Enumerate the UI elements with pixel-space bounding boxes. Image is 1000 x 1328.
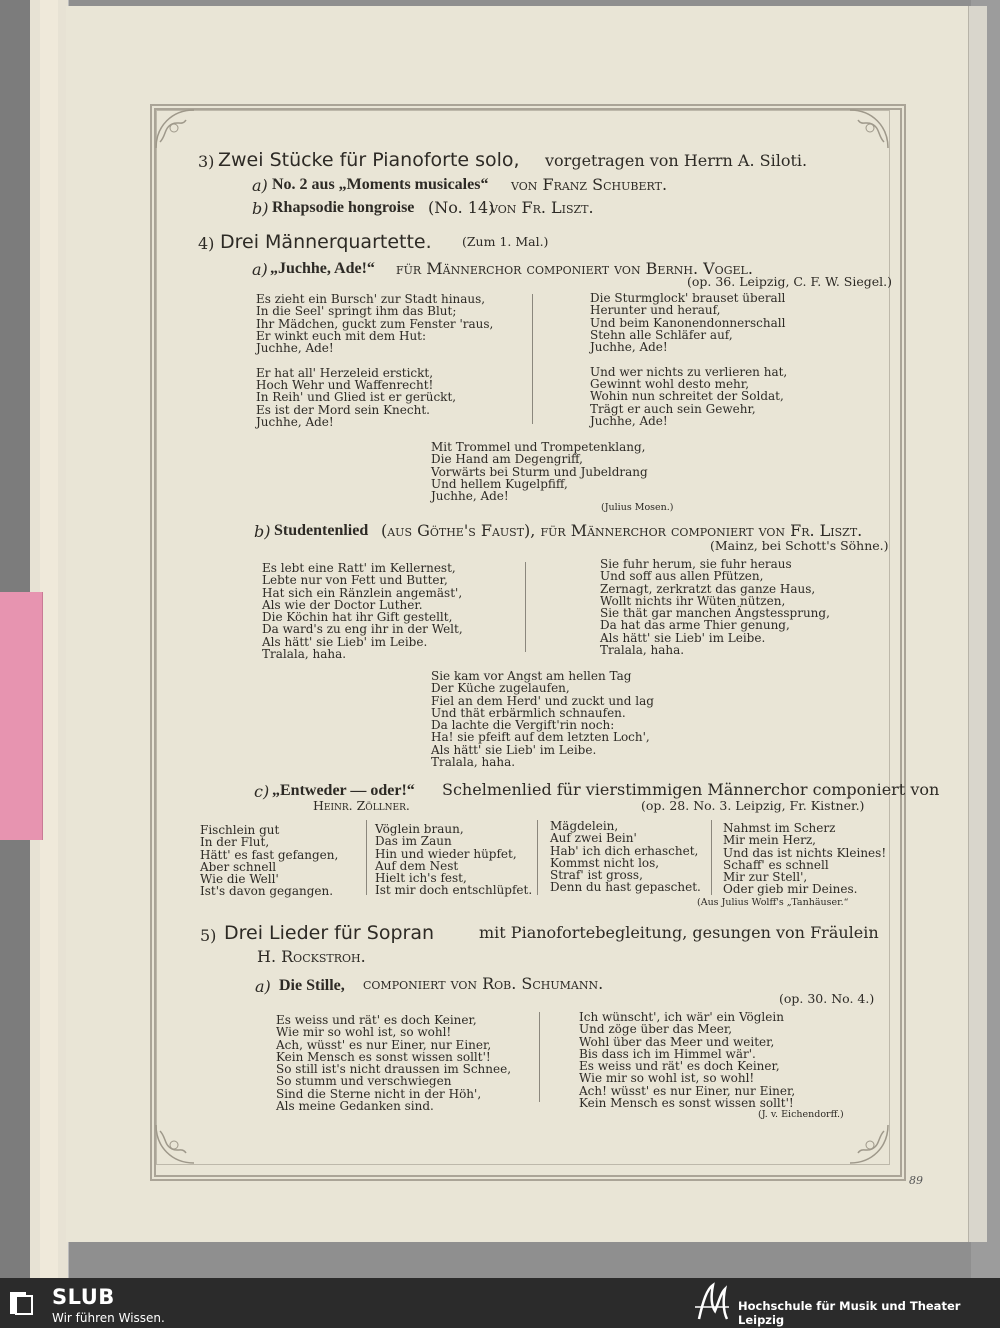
- item-4c-label: c): [254, 782, 270, 801]
- item-4b-work: Studentenlied: [274, 522, 369, 539]
- item-4a-work: „Juchhe, Ade!“: [270, 260, 375, 277]
- item-4c-verses-col2: Vöglein braun, Das im Zaun Hin und wieder hüpfet, Auf dem Nest Hielt ich's fest, Ist mir doch entschlüpfet.: [375, 822, 533, 898]
- item-4-title: Drei Männerquartette.: [220, 231, 432, 253]
- item-4-note: (Zum 1. Mal.): [462, 234, 549, 249]
- item-5a-verses-right: Ich wünscht', ich wär' ein Vöglein Und zöge über das Meer, Wohl über das Meer und weiter, Bis dass ich im Himmel wär'. Es weiss und rät' es doch Keiner, Wie mir so wohl ist, so wohl! Ach! wüsst' es nur Einer, nur Einer, Kein Mensch es sonst wissen sollt'!: [579, 1010, 796, 1111]
- corner-ornament-top-left-icon: [152, 106, 198, 152]
- column-divider: [366, 820, 367, 895]
- slub-logo-icon: [8, 1288, 42, 1318]
- item-5-title: Drei Lieder für Sopran: [224, 922, 435, 944]
- item-4a-author: (Julius Mosen.): [601, 502, 674, 513]
- item-3b-label: b): [252, 199, 269, 218]
- item-3-performer: vorgetragen von Herrn A. Siloti.: [545, 151, 808, 170]
- item-4c-author: (Aus Julius Wolff's „Tanhäuser.“: [697, 897, 849, 908]
- item-4b-verses-final: Sie kam vor Angst am hellen Tag Der Küche zugelaufen, Fiel an dem Herd' und zuckt und lag Und thät erbärmlich schnaufen. Da lachte die Vergift'rin noch: Ha! sie pfeift auf dem letzten Loch', Als hätt' sie Lieb' im Leibe. Tralala, haha.: [431, 669, 654, 770]
- item-4b-label: b): [254, 522, 271, 541]
- slub-logo-text: SLUB: [52, 1285, 115, 1309]
- item-5-description: mit Pianofortebegleitung, gesungen von Fräulein: [479, 923, 879, 942]
- corner-ornament-top-right-icon: [846, 106, 892, 152]
- item-3a-label: a): [252, 176, 268, 195]
- item-3-number: 3): [198, 152, 215, 171]
- hmt-logo-icon: [693, 1281, 731, 1323]
- item-3a-composer: von Franz Schubert.: [511, 175, 668, 194]
- item-4a-label: a): [252, 260, 268, 279]
- item-5a-publisher: (op. 30. No. 4.): [779, 991, 875, 1006]
- right-page-edge: [968, 6, 987, 1242]
- item-4a-description: für Männerchor componiert von Bernh. Vogel.: [396, 259, 753, 278]
- item-4c-publisher: (op. 28. No. 3. Leipzig, Fr. Kistner.): [641, 798, 865, 813]
- item-4b-description: (aus Göthe's Faust), für Männerchor componiert von Fr. Liszt.: [381, 521, 863, 540]
- item-5a-verses-left: Es weiss und rät' es doch Keiner, Wie mir so wohl ist, so wohl! Ach, wüsst' es nur Einer, nur Einer, Kein Mensch es sonst wissen sollt'! So still ist's nicht draussen im Schnee, So stumm und verschwiegen Sind die Sterne nicht in der Höh', Als meine Gedanken sind.: [276, 1013, 512, 1114]
- column-divider: [537, 820, 538, 895]
- item-4b-verses-left: Es lebt eine Ratt' im Kellernest, Lebte nur von Fett und Butter, Hat sich ein Ränzlein angemäst', Als wie der Doctor Luther. Die Köchin hat ihr Gift gestellt, Da ward's zu eng ihr in der Welt, Als hätt' sie Lieb' im Leibe. Tralala, haha.: [262, 561, 463, 662]
- corner-ornament-bottom-left-icon: [152, 1121, 198, 1167]
- item-4c-composer: Heinr. Zöllner.: [313, 798, 410, 813]
- item-4c-verses-col3: Mägdelein, Auf zwei Bein' Hab' ich dich erhaschet, Kommst nicht los, Straf' ist gross, Denn du hast gepaschet.: [550, 819, 701, 895]
- item-4a-verses-final: Mit Trommel und Trompetenklang, Die Hand am Degengriff, Vorwärts bei Sturm und Jubeldrang Und hellem Kugelpfiff, Juchhe, Ade!: [431, 440, 648, 504]
- item-4b-publisher: (Mainz, bei Schott's Söhne.): [710, 538, 889, 553]
- item-4b-verses-right: Sie fuhr herum, sie fuhr heraus Und soff aus allen Pfützen, Zernagt, zerkratzt das ganze Haus, Wollt nichts ihr Wüten nützen, Sie thät gar manchen Ängstessprung, Da hat das arme Thier genung, Als hätt' sie Lieb' im Leibe. Tralala, haha.: [600, 557, 830, 658]
- institution-name: Hochschule für Musik und Theater Leipzig: [738, 1299, 961, 1327]
- item-4-number: 4): [198, 234, 215, 253]
- column-divider: [532, 294, 533, 424]
- item-3a-work: No. 2 aus „Moments musicales“: [272, 176, 489, 193]
- corner-ornament-bottom-right-icon: [846, 1121, 892, 1167]
- item-4c-verses-col1: Fischlein gut In der Flut, Hätt' es fast gefangen, Aber schnell Wie die Well' Ist's davon gegangen.: [200, 823, 339, 899]
- item-4a-verses-right: Die Sturmglock' brauset überall Herunter und herauf, Und beim Kanonendonnerschall Stehn alle Schläfer auf, Juchhe, Ade! Und wer nichts zu verlieren hat, Gewinnt wohl desto mehr, Wohin nun schreitet der Soldat, Trägt er auch sein Gewehr, Juchhe, Ade!: [590, 291, 788, 428]
- item-4c-description: Schelmenlied für vierstimmigen Männerchor componiert von: [442, 780, 940, 799]
- item-5-singer: H. Rockstroh.: [257, 947, 366, 966]
- slub-tagline: Wir führen Wissen.: [52, 1311, 165, 1325]
- item-3b-composer: von Fr. Liszt.: [490, 198, 594, 217]
- item-5-number: 5): [200, 926, 217, 945]
- item-5a-author: (J. v. Eichendorff.): [758, 1109, 844, 1120]
- column-divider: [711, 820, 712, 895]
- pink-bookmark: [0, 592, 43, 840]
- item-4a-publisher: (op. 36. Leipzig, C. F. W. Siegel.): [687, 274, 892, 289]
- item-3b-work: Rhapsodie hongroise: [272, 199, 415, 216]
- item-3b-number: (No. 14): [428, 198, 495, 217]
- item-5a-composer: componiert von Rob. Schumann.: [363, 974, 604, 993]
- item-4a-verses-left: Es zieht ein Bursch' zur Stadt hinaus, In die Seel' springt ihm das Blut; Ihr Mädchen, guckt zum Fenster 'raus, Er winkt euch mit dem Hut: Juchhe, Ade! Er hat all' Herzeleid erstickt, Hoch Wehr und Waffenrecht! In Reih' und Glied ist er gerückt, Es ist der Mord sein Knecht. Juchhe, Ade!: [256, 292, 494, 429]
- page-number: 89: [909, 1174, 923, 1187]
- item-5a-label: a): [255, 977, 271, 996]
- column-divider: [539, 1012, 540, 1102]
- column-divider: [525, 562, 526, 652]
- item-3-title: Zwei Stücke für Pianoforte solo,: [218, 149, 520, 171]
- item-4c-verses-col4: Nahmst im Scherz Mir mein Herz, Und das ist nichts Kleines! Schaff' es schnell Mir zur Stell', Oder gieb mir Deines.: [723, 821, 887, 897]
- item-4c-work: „Entweder — oder!“: [272, 782, 415, 799]
- item-5a-work: Die Stille,: [279, 977, 345, 994]
